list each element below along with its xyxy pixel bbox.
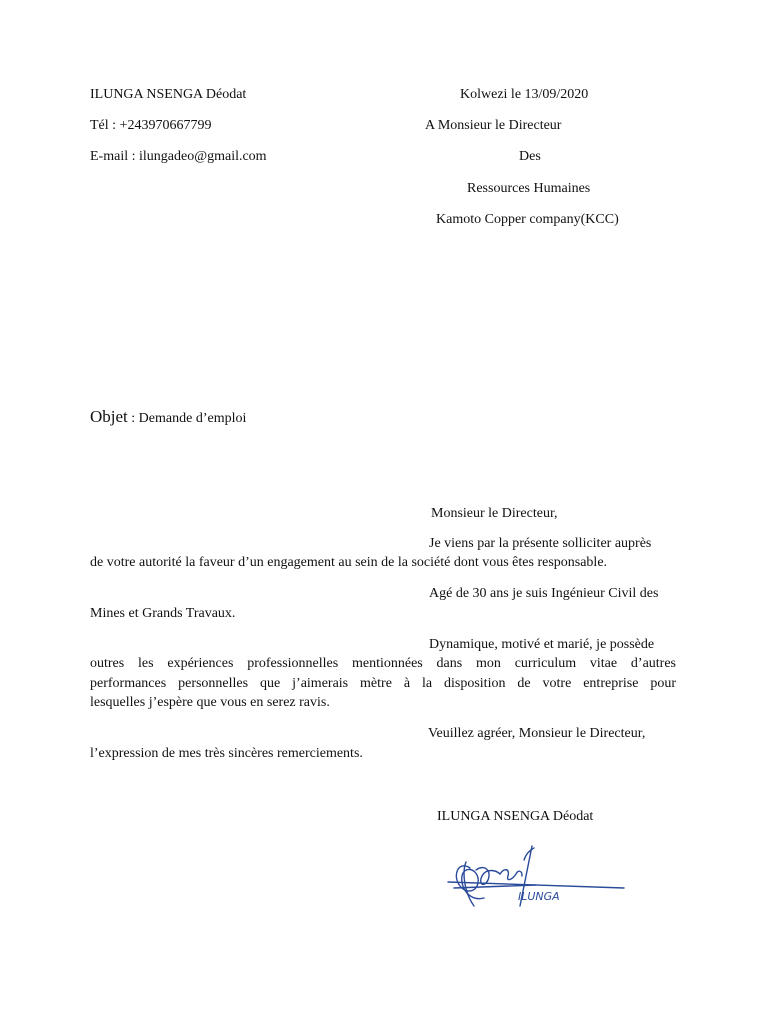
subject-line xyxy=(90,408,246,426)
handwritten-signature xyxy=(440,840,630,920)
recipient-line-2: Des xyxy=(519,149,541,164)
signature-handwritten-text: ILUNGA xyxy=(518,890,560,903)
paragraph-3-line-2: outres les expériences professionnelles mentionnées dans mon curriculum vitae d’autres xyxy=(90,656,676,671)
subject-label: Objet xyxy=(90,407,128,426)
paragraph-3-line-3: performances personnelles que j’aimerais mètre à la disposition de votre entreprise pour xyxy=(90,676,676,691)
subject-text: : Demande d’emploi xyxy=(127,411,247,426)
paragraph-1-line-1: Je viens par la présente solliciter auprès xyxy=(429,536,652,551)
recipient-line-1: A Monsieur le Directeur xyxy=(425,118,562,133)
sender-phone: Tél : +243970667799 xyxy=(90,118,212,133)
recipient-line-4: Kamoto Copper company(KCC) xyxy=(436,212,619,227)
closing-line-2: l’expression de mes très sincères remerciements. xyxy=(90,746,363,761)
sender-name: ILUNGA NSENGA Déodat xyxy=(90,87,247,102)
date-line: Kolwezi le 13/09/2020 xyxy=(460,87,589,102)
paragraph-3-line-1: Dynamique, motivé et marié, je possède xyxy=(429,637,655,652)
paragraph-2-line-1: Agé de 30 ans je suis Ingénieur Civil des xyxy=(429,586,659,601)
sender-email: E-mail : ilungadeo@gmail.com xyxy=(90,149,267,164)
salutation: Monsieur le Directeur, xyxy=(431,506,558,521)
paragraph-3-line-4: lesquelles j’espère que vous en serez ravis. xyxy=(90,695,330,710)
recipient-line-3: Ressources Humaines xyxy=(467,181,591,196)
closing-line-1: Veuillez agréer, Monsieur le Directeur, xyxy=(428,726,646,741)
paragraph-1-line-2: de votre autorité la faveur d’un engagement au sein de la société dont vous êtes responsable. xyxy=(90,555,608,570)
paragraph-2-line-2: Mines et Grands Travaux. xyxy=(90,606,236,621)
signature-name: ILUNGA NSENGA Déodat xyxy=(437,809,594,824)
